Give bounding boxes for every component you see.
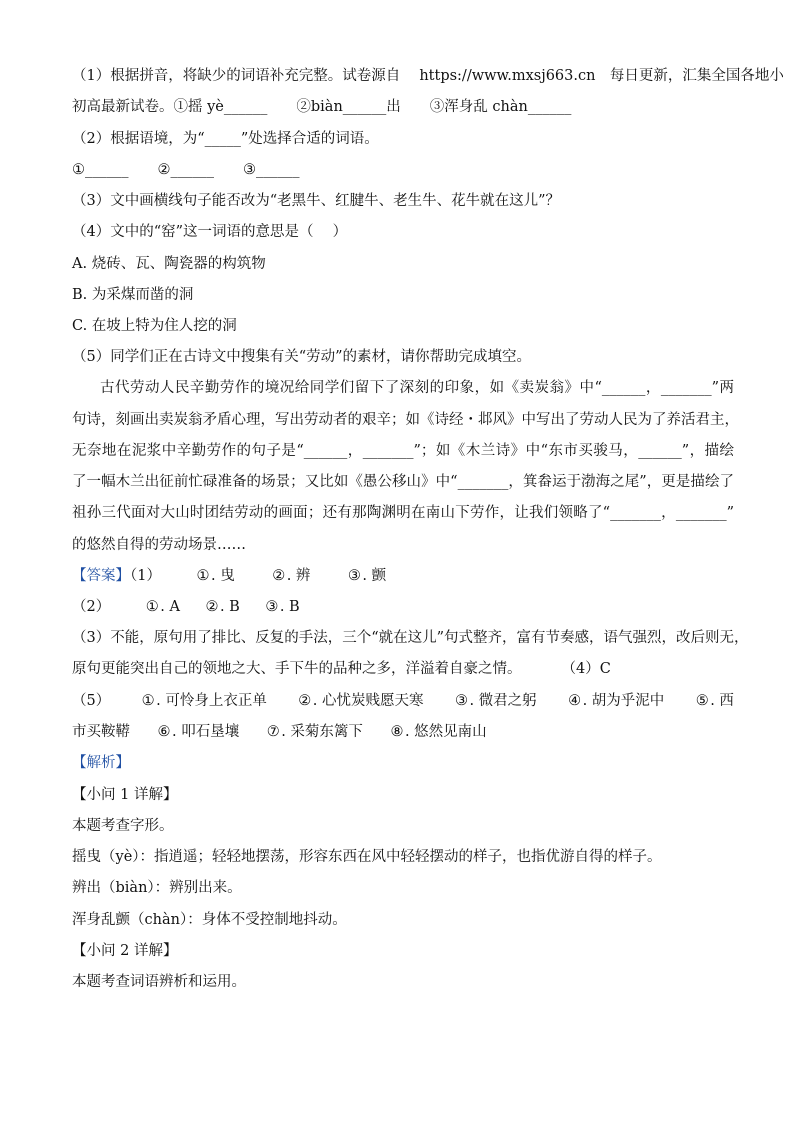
answer-2-text-3: . B [279,599,300,615]
answer-5-line-2 [72,722,734,742]
answer-5-num: ⑥ [157,724,171,740]
answer-2-text-2: . B [219,599,240,615]
answer-5-num: ⑤ [695,693,709,709]
answer-5-text: . 微君之躬 [469,693,537,709]
q4-stem: （4）文中的“窑”这一词语的意思是（ ） [72,224,348,240]
q4-option-a: A. 烧砖、瓦、陶瓷器的构筑物 [72,256,266,272]
q5-paragraph-line: 古代劳动人民辛勤劳作的境况给同学们留下了深刻的印象，如《卖炭翁》中“______，_______”两 [100,380,734,396]
answer-2-num-1: ① [145,599,159,615]
answer-2-num-3: ③ [265,599,279,615]
answer-1-line [72,566,734,586]
q5-paragraph-line: 句诗，刻画出卖炭翁矛盾心理，写出劳动者的艰辛；如《诗经・邶风》中写出了劳动人民为了养活君主， [72,412,739,428]
answer-3-line-1: （3）不能，原句用了排比、反复的手法，三个“就在这儿”句式整齐，富有节奏感，语气强烈，改后则无， [72,630,749,646]
answer-3-line-2 [72,659,734,679]
analysis-subquestion-1-title: 【小问 1 详解】 [72,787,178,803]
answer-1-num-3: ③ [347,568,361,584]
answer-5-num: ④ [568,693,582,709]
analysis-line: 浑身乱颤（chàn）：身体不受控制地抖动。 [72,912,347,928]
answer-5-text: . 西 [710,693,734,709]
answer-5-num: ① [141,693,155,709]
answer-5-text: . 采菊东篱下 [281,724,363,740]
answer-1-text-3: . 颤 [362,568,387,584]
analysis-line: 本题考查字形。 [72,818,174,834]
answer-5-item [694,691,734,711]
answer-5-num: ⑧ [390,724,404,740]
q3-stem: （3）文中画横线句子能否改为“老黑牛、红腱牛、老生牛、花牛就在这儿”？ [72,193,561,209]
answer-1-text-2: . 辨 [286,568,311,584]
answer-5-text: . 心忧炭贱愿天寒 [312,693,424,709]
answer-5-num: ③ [454,693,468,709]
analysis-line: 本题考查词语辨析和运用。 [72,974,246,990]
q5-stem: （5）同学们正在古诗文中搜集有关“劳动”的素材，请你帮助完成填空。 [72,349,532,365]
q1-line-1: （1）根据拼音，将缺少的词语补充完整。试卷源自 https://www.mxsj663.cn 每日更新，汇集全国各地小 [72,68,784,84]
answer-1-num-2: ② [272,568,286,584]
answer-5-item [567,691,665,711]
answer-2-num-2: ② [205,599,219,615]
answer-5-line-1 [72,691,734,711]
answer-5-num: ② [298,693,312,709]
answer-5-item [140,691,267,711]
q2-line-2: ①______ ②______ ③______ [72,162,300,178]
q5-paragraph-line: 祖孙三代面对大山时团结劳动的画面；还有那陶渊明在南山下劳作，让我们领略了“_______，_______” [72,505,734,521]
q5-paragraph-line: 了一幅木兰出征前忙碌准备的场景；又比如《愚公移山》中“_______，箕畚运于渤海之尾”，更是描绘了 [72,474,734,490]
q1-line-2: 初高最新试卷。①摇 yè______ ②biàn______出 ③浑身乱 chàn______ [72,99,572,115]
answer-2-line [72,597,734,617]
q5-paragraph-line: 的悠然自得的劳动场景…… [72,537,246,553]
answer-5-item [297,691,424,711]
answer-1-prefix: （1） [130,568,161,584]
answer-5-num: ⑦ [266,724,280,740]
answer-2-prefix: （2） [72,599,111,615]
answer-4-text: （4）C [561,661,611,677]
q2-line-1: （2）根据语境，为“_____”处选择合适的词语。 [72,131,379,147]
analysis-line: 辨出（biàn）：辨别出来。 [72,880,242,896]
answer-1-text-1: . 曳 [210,568,235,584]
answer-1-num-1: ① [196,568,210,584]
analysis-label: 【解析】 [72,755,130,771]
answer-2-text-1: . A [160,599,180,615]
answer-5-text: . 胡为乎泥中 [582,693,665,709]
answer-5-item [453,691,536,711]
answer-5-text: . 悠然见南山 [404,724,487,740]
q4-option-c: C. 在坡上特为住人挖的洞 [72,318,237,334]
answer-5-prefix: （5） [72,693,111,709]
answer-3-text: 原句更能突出自己的领地之大、手下牛的品种之多，洋溢着自豪之情。 [72,661,522,677]
analysis-line: 摇曳（yè）：指逍遥；轻轻地摆荡，形容东西在风中轻轻摆动的样子，也指优游自得的样子。 [72,849,662,865]
answer-5-continued: 市买鞍鞯 [72,724,130,740]
q4-option-b: B. 为采煤而凿的洞 [72,287,194,303]
analysis-subquestion-2-title: 【小问 2 详解】 [72,943,178,959]
answer-5-text: . 可怜身上衣正单 [156,693,267,709]
answer-5-text: . 叩石垦壤 [172,724,240,740]
answer-label: 【答案】 [72,568,130,584]
q5-paragraph-line: 无奈地在泥浆中辛勤劳作的句子是“______，_______”；如《木兰诗》中“东市买骏马，______”，描绘 [72,443,734,459]
